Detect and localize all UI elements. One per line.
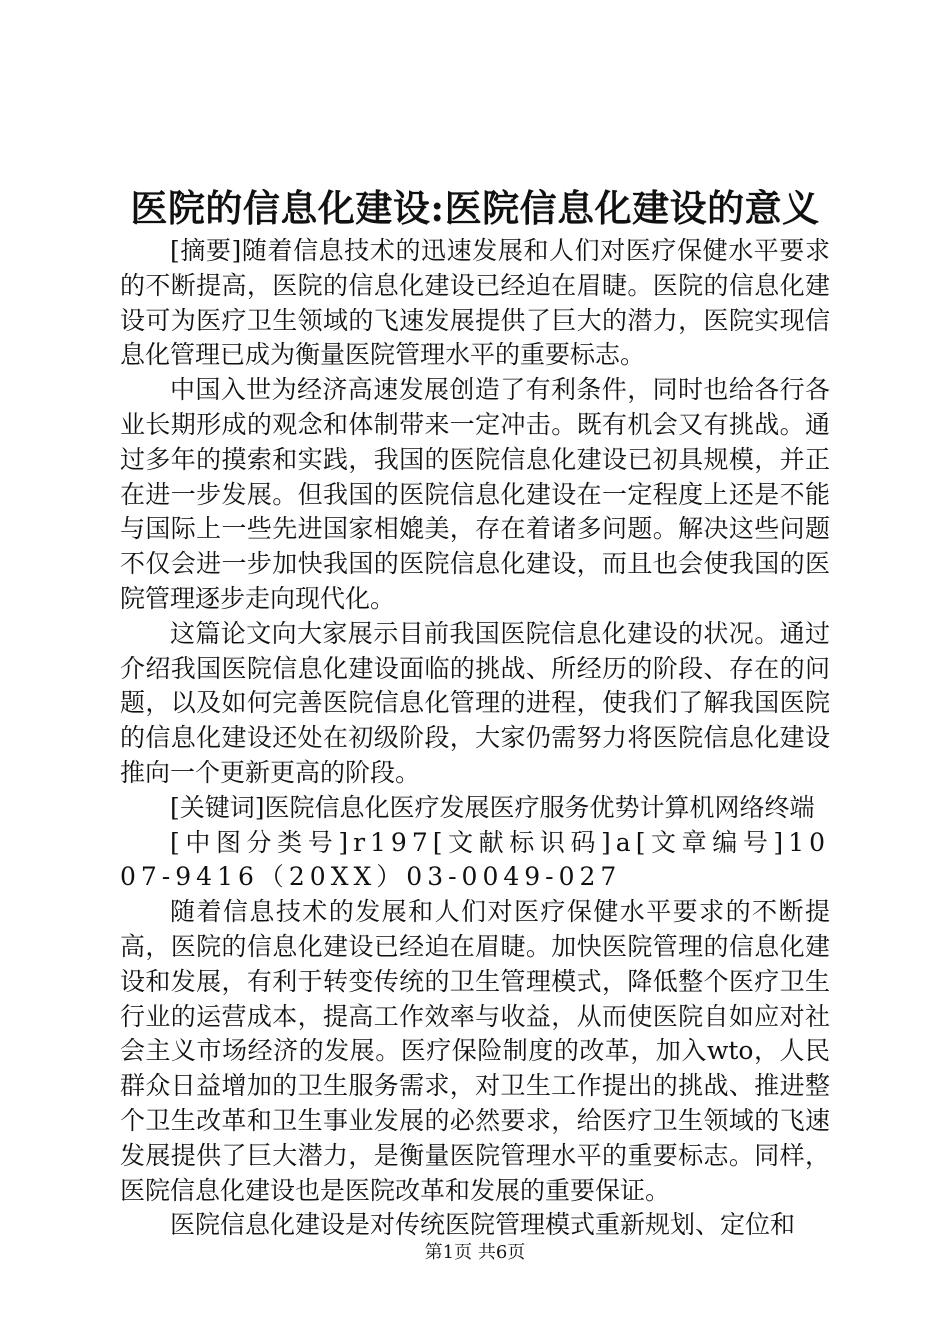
document-title: 医院的信息化建设:医院信息化建设的意义 — [130, 186, 820, 230]
body-paragraph: 随着信息技术的发展和人们对医疗保健水平要求的不断提高，医院的信息化建设已经迫在眉睫。加快医院管理的信息化建设和发展，有利于转变传统的卫生管理模式，降低整个医疗卫生行业的运营成本，提高工作效率与收益，从而使医院自如应对社会主义市场经济的发展。医疗保险制度的改革，加入wto，人民群众日益增加的卫生服务需求，对卫生工作提出的挑战、推进整个卫生改革和卫生事业发展的必然要求，给医疗卫生领域的飞速发展提供了巨大潜力，是衡量医院管理水平的重要标志。同样，医院信息化建设也是医院改革和发展的重要保证。 — [120, 897, 830, 1205]
classification-paragraph: [中图分类号]r197[文献标识码]a[文章编号]1007-9416（20XX）03-0049-027 — [120, 827, 830, 892]
keywords-paragraph: [关键词]医院信息化医疗发展医疗服务优势计算机网络终端 — [170, 792, 815, 822]
body-paragraph: 医院信息化建设是对传统医院管理模式重新规划、定位和 — [170, 1210, 796, 1240]
page-footer: 第1页 共6页 — [424, 1242, 526, 1263]
body-paragraph: 这篇论文向大家展示目前我国医院信息化建设的状况。通过介绍我国医院信息化建设面临的挑战、所经历的阶段、存在的问题，以及如何完善医院信息化管理的进程，使我们了解我国医院的信息化建设还处在初级阶段，大家仍需努力将医院信息化建设推向一个更新更高的阶段。 — [120, 618, 830, 787]
body-paragraph: 中国入世为经济高速发展创造了有利条件，同时也给各行各业长期形成的观念和体制带来一定冲击。既有机会又有挑战。通过多年的摸索和实践，我国的医院信息化建设已初具规模，并正在进一步发展。但我国的医院信息化建设在一定程度上还是不能与国际上一些先进国家相媲美，存在着诸多问题。解决这些问题不仅会进一步加快我国的医院信息化建设，而且也会使我国的医院管理逐步走向现代化。 — [120, 375, 830, 613]
document-body — [120, 234, 830, 1243]
abstract-paragraph: [摘要]随着信息技术的迅速发展和人们对医疗保健水平要求的不断提高，医院的信息化建设已经迫在眉睫。医院的信息化建设可为医疗卫生领域的飞速发展提供了巨大的潜力，医院实现信息化管理已成为衡量医院管理水平的重要标志。 — [120, 236, 830, 370]
